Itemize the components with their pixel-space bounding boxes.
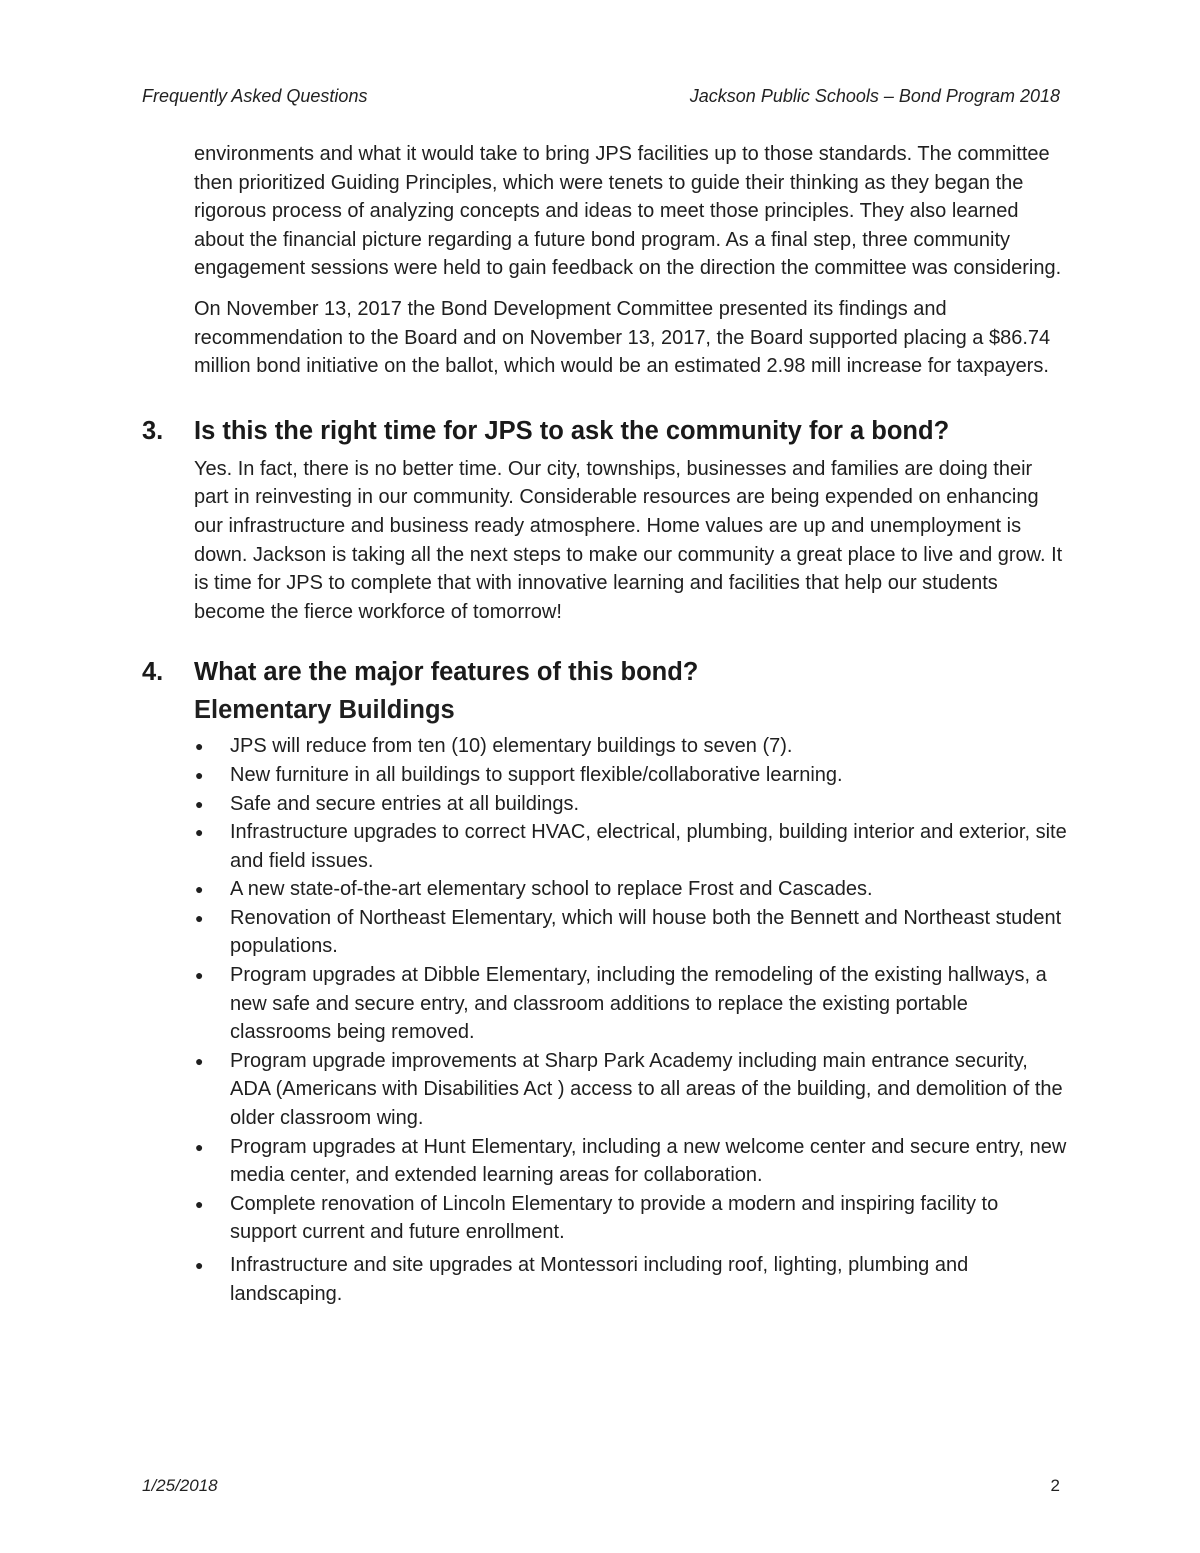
question-4-number: 4. [142, 658, 164, 687]
list-item: ● Safe and secure entries at all buildings. [230, 790, 1070, 819]
question-4-text: What are the major features of this bond? [194, 658, 699, 687]
list-item: ● JPS will reduce from ten (10) elementary buildings to seven (7). [230, 732, 1070, 761]
list-item: ● Infrastructure and site upgrades at Montessori including roof, lighting, plumbing and landscaping. [230, 1251, 1070, 1308]
intro-paragraph-1: environments and what it would take to bring JPS facilities up to those standards. The committee then prioritized Guiding Principles, which were tenets to guide their thinking as they began the rigorous process of analyzing concepts and ideas to meet those principles. They also learned about the financial picture regarding a future bond program. As a final step, three community engagement sessions were held to gain feedback on the direction the committee was considering. [194, 143, 1062, 280]
header-document-title: Frequently Asked Questions [142, 86, 368, 106]
list-item: ● Renovation of Northeast Elementary, which will house both the Bennett and Northeast student populations. [230, 904, 1070, 961]
list-item: ● Program upgrades at Hunt Elementary, including a new welcome center and secure entry, new media center, and extended learning areas for collaboration. [230, 1133, 1070, 1190]
elementary-features-list [0, 732, 1070, 1308]
elementary-buildings-subheading: Elementary Buildings [194, 696, 455, 725]
question-3-answer: Yes. In fact, there is no better time. Our city, townships, businesses and families are doing their part in reinvesting in our community. Considerable resources are being expended on enhancing our infrastructure and business ready atmosphere. Home values are up and unemployment is down. Jackson is taking all the next steps to make our community a great place to live and grow. It is time for JPS to complete that with innovative learning and facilities that help our students become the fierce workforce of tomorrow! [194, 457, 1063, 623]
question-4-heading [142, 656, 1200, 688]
list-item: ● Complete renovation of Lincoln Elementary to provide a modern and inspiring facility to support current and future enrollment. [230, 1190, 1070, 1247]
list-item: ● Infrastructure upgrades to correct HVAC, electrical, plumbing, building interior and exterior, site and field issues. [230, 818, 1070, 875]
list-item: ● Program upgrade improvements at Sharp Park Academy including main entrance security, ADA (Americans with Disabilities Act ) access to all areas of the building, and demolition of the older classroom wing. [230, 1047, 1070, 1133]
header-program-title: Jackson Public Schools – Bond Program 2018 [689, 86, 1060, 106]
page-content [0, 140, 1200, 1308]
footer-page-number: 2 [1050, 1476, 1060, 1495]
intro-paragraph-2: On November 13, 2017 the Bond Development Committee presented its findings and recommendation to the Board and on November 13, 2017, the Board supported placing a $86.74 million bond initiative on the ballot, which would be an estimated 2.98 mill increase for taxpayers. [194, 297, 1051, 378]
question-3-number: 3. [142, 416, 164, 445]
list-item: ● New furniture in all buildings to support flexible/collaborative learning. [230, 761, 1070, 790]
list-item: ● Program upgrades at Dibble Elementary, including the remodeling of the existing hallways, a new safe and secure entry, and classroom additions to replace the existing portable classrooms being removed. [230, 961, 1070, 1047]
list-item: ● A new state-of-the-art elementary school to replace Frost and Cascades. [230, 875, 1070, 904]
question-3-text: Is this the right time for JPS to ask the community for a bond? [194, 416, 950, 445]
question-3-heading [142, 415, 1200, 447]
footer-date: 1/25/2018 [142, 1476, 218, 1495]
